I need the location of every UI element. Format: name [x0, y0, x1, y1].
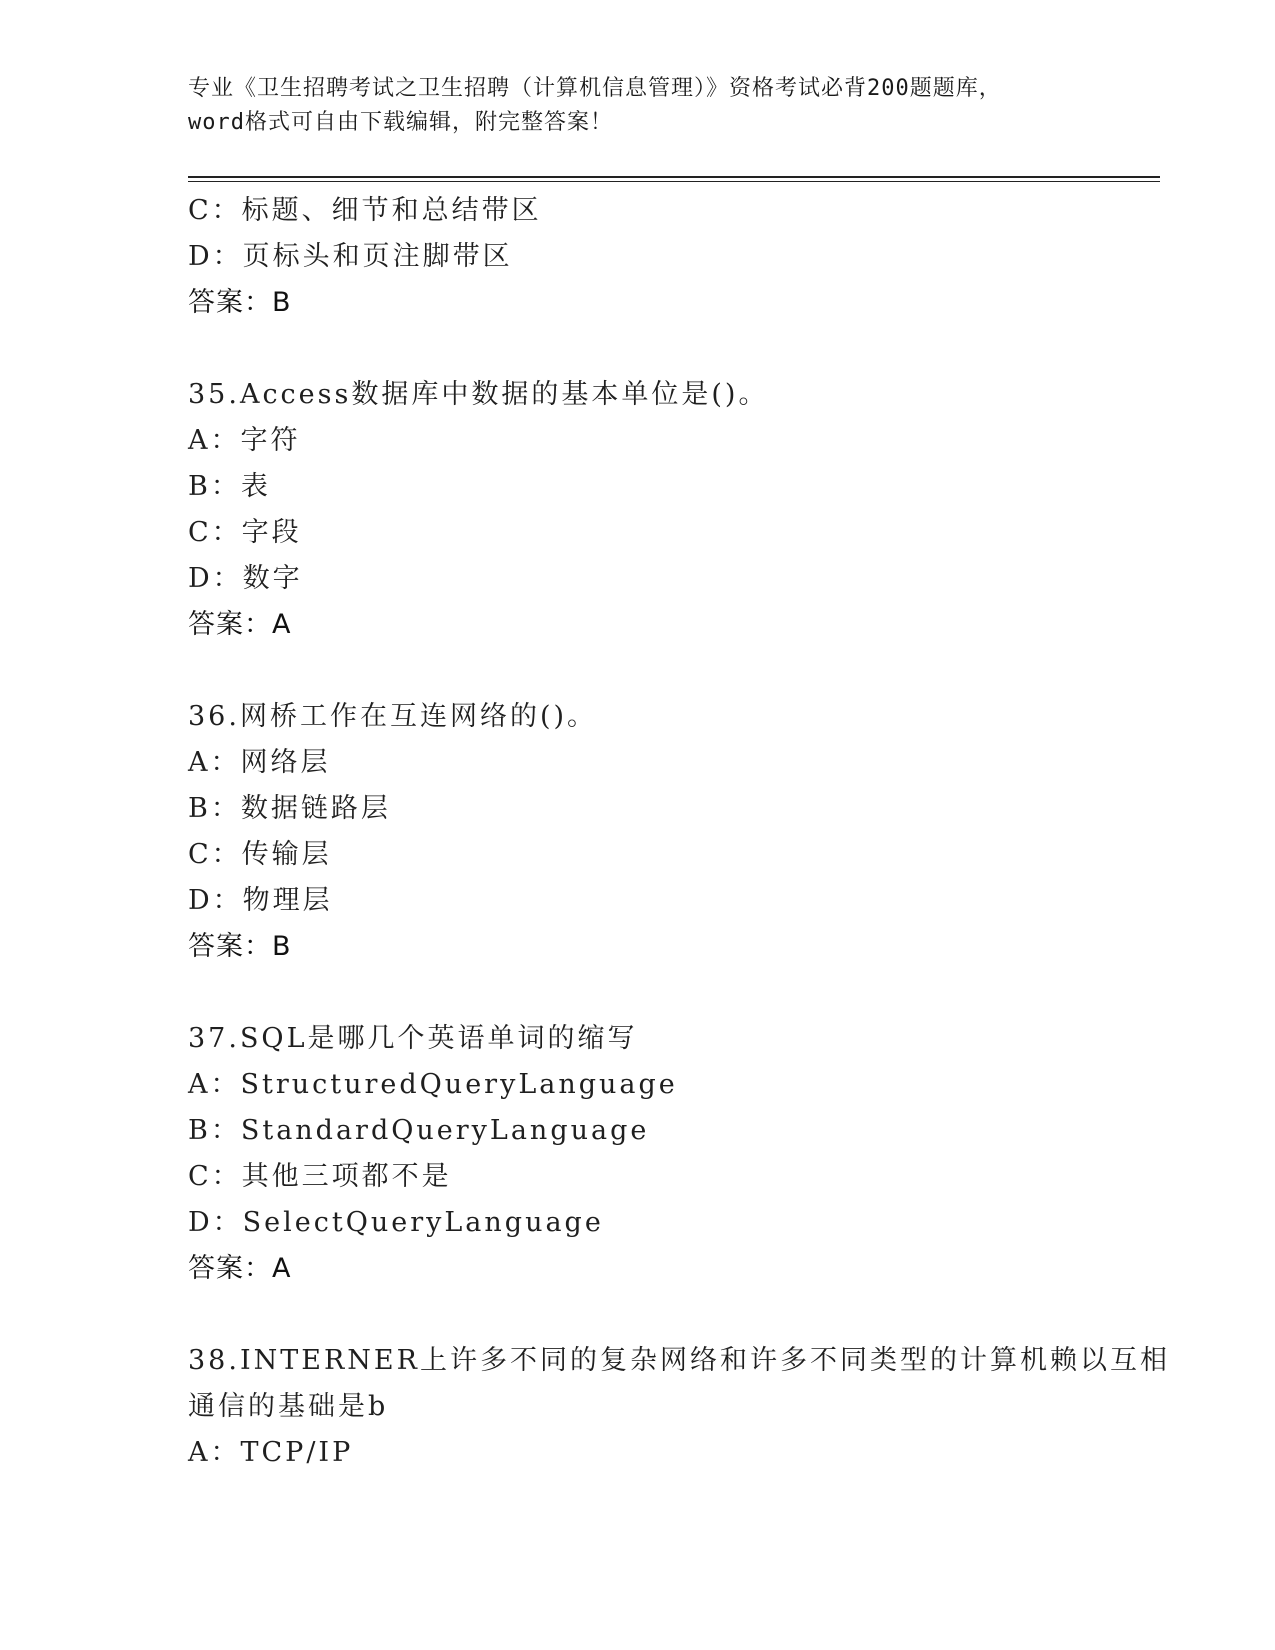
question-38: [188, 1338, 1170, 1476]
header-title-line-1: 专业《卫生招聘考试之卫生招聘（计算机信息管理）》资格考试必背200题题库，: [188, 76, 1002, 101]
spacer: [188, 326, 1088, 372]
option-d: D：页标头和页注脚带区: [188, 241, 513, 272]
answer-line: 答案：B: [188, 931, 292, 962]
question-36: [188, 694, 1088, 970]
header-divider-thin: [188, 181, 1160, 182]
header-divider: [188, 176, 1160, 178]
option-a: A：字符: [188, 425, 301, 456]
option-d: D：SelectQueryLanguage: [188, 1207, 604, 1238]
option-b: B：StandardQueryLanguage: [188, 1115, 650, 1146]
option-c: C：传输层: [188, 839, 332, 870]
spacer: [188, 648, 1088, 694]
question-34-tail: [188, 188, 1088, 326]
question-stem-line-1: 38.INTERNER上许多不同的复杂网络和许多不同类型的计算机赖以互相: [188, 1345, 1170, 1376]
question-stem: 35.Access数据库中数据的基本单位是()。: [188, 379, 769, 410]
page-header: [188, 72, 1088, 140]
answer-line: 答案：B: [188, 287, 292, 318]
answer-line: 答案：A: [188, 1253, 292, 1284]
option-c: C：字段: [188, 517, 302, 548]
option-d: D：数字: [188, 563, 303, 594]
option-a: A：StructuredQueryLanguage: [188, 1069, 678, 1100]
option-c: C：标题、细节和总结带区: [188, 195, 542, 226]
answer-line: 答案：A: [188, 609, 292, 640]
header-title-line-2: word格式可自由下载编辑，附完整答案！: [188, 110, 613, 135]
question-stem: 36.网桥工作在互连网络的()。: [188, 701, 598, 732]
option-a: A：网络层: [188, 747, 331, 778]
question-stem-line-2: 通信的基础是b: [188, 1391, 389, 1422]
option-b: B：数据链路层: [188, 793, 391, 824]
option-b: B：表: [188, 471, 271, 502]
option-c: C：其他三项都不是: [188, 1161, 452, 1192]
question-stem: 37.SQL是哪几个英语单词的缩写: [188, 1023, 638, 1054]
question-35: [188, 372, 1088, 648]
option-d: D：物理层: [188, 885, 333, 916]
option-a: A：TCP/IP: [188, 1437, 354, 1468]
spacer: [188, 970, 1088, 1016]
spacer: [188, 1292, 1088, 1338]
question-37: [188, 1016, 1088, 1292]
question-list: [188, 188, 1170, 1476]
